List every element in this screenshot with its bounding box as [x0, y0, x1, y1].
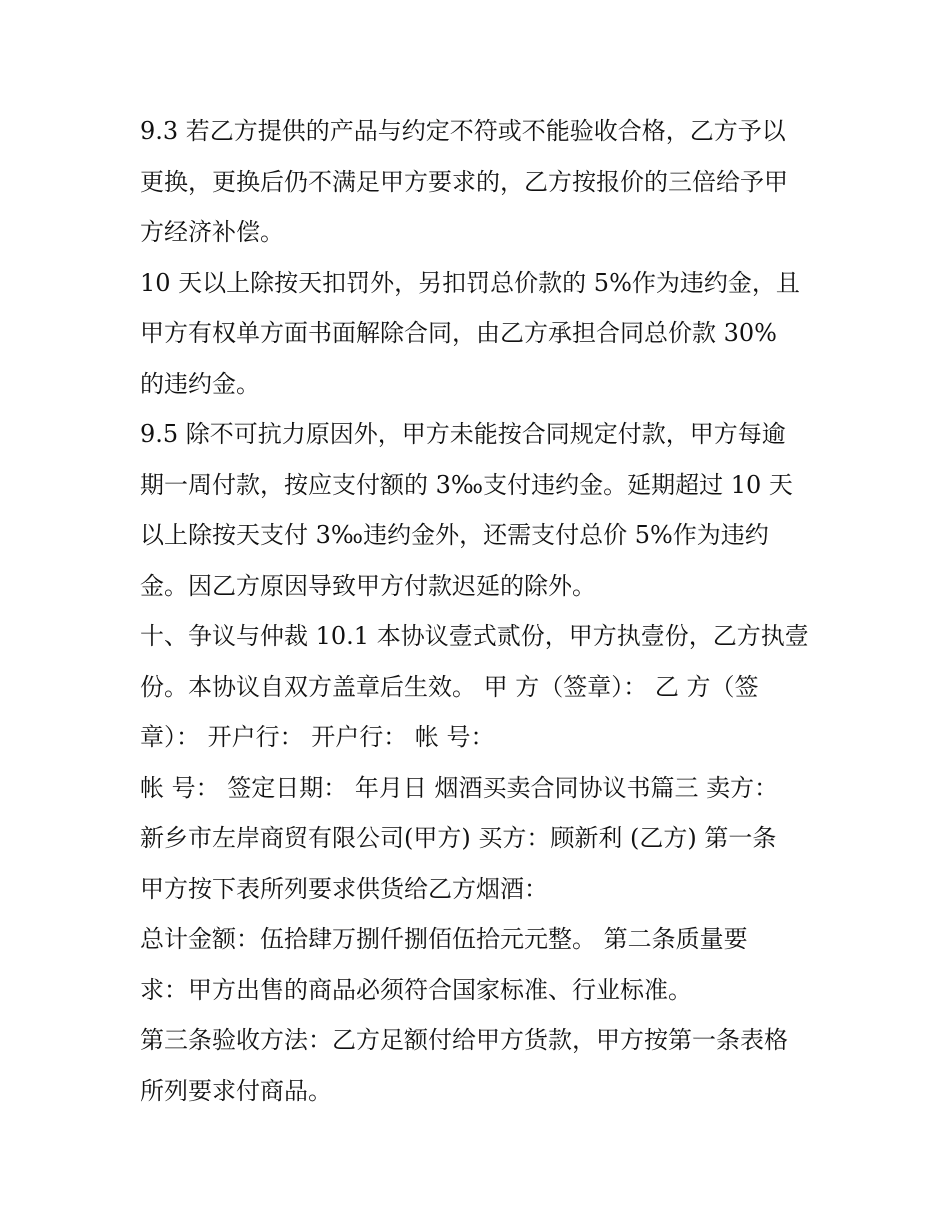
text-line: 甲方有权单方面书面解除合同，由乙方承担合同总价款 30%: [140, 319, 777, 347]
text-line: 求：甲方出售的商品必须符合国家标准、行业标准。: [140, 975, 692, 1004]
text-line: 的违约金。: [140, 369, 260, 398]
text-line: 以上除按天支付 3‰违约金外，还需支付总价 5%作为违约: [140, 521, 769, 549]
text-line: 新乡市左岸商贸有限公司(甲方) 买方：顾新利 (乙方) 第一条: [140, 824, 777, 852]
text-line: 10 天以上除按天扣罚外，另扣罚总价款的 5%作为违约金，且: [140, 268, 800, 297]
text-line: 9.3 若乙方提供的产品与约定不符或不能验收合格，乙方予以: [140, 117, 786, 145]
document-body: [140, 106, 820, 1116]
text-line: 金。因乙方原因导致甲方付款迟延的除外。: [140, 571, 596, 600]
text-line: 甲方按下表所列要求供货给乙方烟酒：: [140, 874, 548, 903]
text-line: 帐 号： 签定日期： 年月日 烟酒买卖合同协议书篇三 卖方：: [140, 773, 779, 802]
text-line: 方经济补偿。: [140, 218, 284, 246]
text-line: 第三条验收方法：乙方足额付给甲方货款，甲方按第一条表格: [140, 1026, 788, 1054]
text-line: 期一周付款，按应支付额的 3‰支付违约金。延期超过 10 天: [140, 470, 793, 499]
text-line: 总计金额：伍拾肆万捌仟捌佰伍拾元元整。 第二条质量要: [140, 925, 748, 953]
text-line: 更换，更换后仍不满足甲方要求的，乙方按报价的三倍给予甲: [140, 167, 788, 196]
text-line: 十、争议与仲裁 10.1 本协议壹式贰份，甲方执壹份，乙方执壹: [140, 622, 809, 650]
text-line: 9.5 除不可抗力原因外，甲方未能按合同规定付款，甲方每逾: [140, 420, 786, 448]
text-line: 份。本协议自双方盖章后生效。 甲 方（签章）： 乙 方（签: [140, 672, 759, 701]
text-line: 所列要求付商品。: [140, 1076, 332, 1105]
text-line: 章）： 开户行： 开户行： 帐 号：: [140, 723, 495, 751]
